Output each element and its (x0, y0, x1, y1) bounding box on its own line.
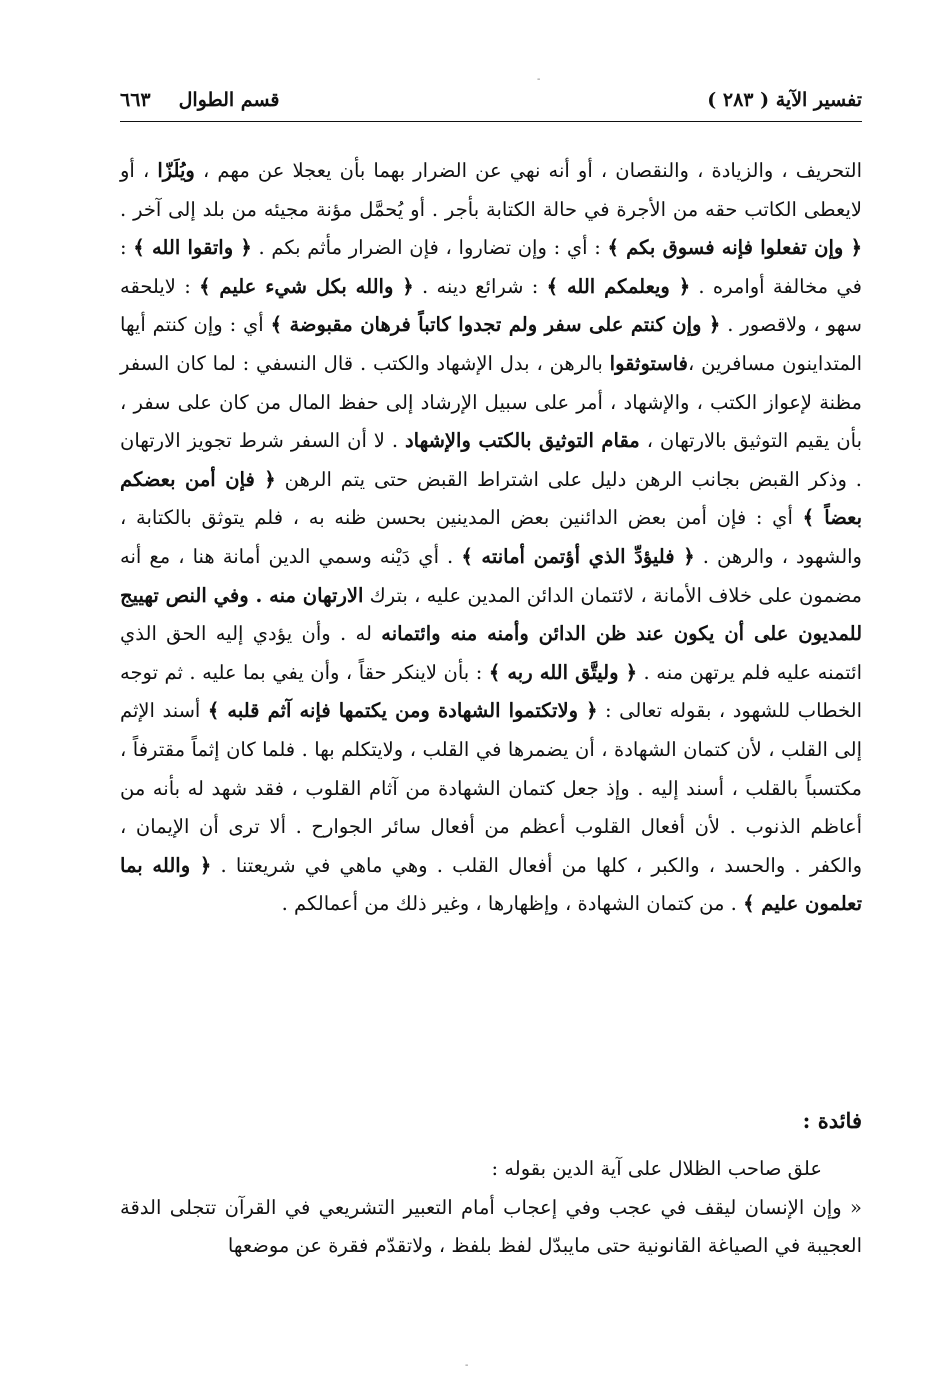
body-text (120, 152, 862, 924)
text-segment: له . وأن يؤدي إليه الحق الذي ائتمنه عليه فلم يرتهن منه . (120, 622, 863, 684)
bold-segment: ﴿ والله بكل شيء عليم ﴾ (199, 274, 414, 298)
text-segment: : في مخالفة أوامره . (120, 236, 862, 298)
section-heading: فائدة : (802, 1108, 862, 1133)
bold-segment: فاستوثقوا (609, 351, 688, 375)
text-segment: بالرهن ، بدل الإشهاد والكتب . قال النسفي : لما كان السفر مظنة لإعواز الكتب ، والإشهاد ، أمر على سبيل الإرشاد إلى حفظ المال من كان على سفر ، بأن يقيم التوثيق بالارتهان ، (120, 351, 863, 453)
header-left (120, 89, 279, 111)
bold-segment: ﴿ فإن أمن بعضكم بعضاً ﴾ (120, 467, 862, 530)
footer-paragraph-intro: علق صاحب الظلال على آية الدين بقوله : (491, 1157, 822, 1180)
text-segment: : أي : وإن تضاروا ، فإن الضرار مأثم بكم . (251, 236, 608, 260)
running-title: تفسير الآية ( ٢٨٣ ) (707, 89, 862, 111)
bold-segment: الارتهان منه . وفي النص تهييج للمديون على أن يكون عند ظن الدائن وأمنه منه وائتمانه (120, 583, 863, 646)
page-number: ٦٦٣ (120, 89, 151, 111)
text-segment: ، أو لايعطى الكاتب حقه من الأجرة في حالة الكتابة بأجر . أو يُحمَّل مؤنة مجيئه من بلد إلى آخر . (120, 159, 862, 221)
bold-segment: ﴿ فليؤدِّ الذي أؤتمن أمانته ﴾ (461, 544, 695, 568)
text-segment: . من كتمان الشهادة ، وإظهارها ، وغير ذلك من أعمالكم . (281, 892, 744, 916)
bold-segment: ﴿ ويعلمكم الله ﴾ (546, 274, 691, 298)
bold-segment: ﴿ وإن تفعلوا فإنه فسوق بكم ﴾ (607, 236, 862, 260)
section-title: قسم الطوال (178, 89, 280, 111)
footer-text (120, 1150, 862, 1266)
bold-segment: ويُلَزّا (157, 159, 195, 182)
text-segment: : بأن لاينكر حقاً ، وأن يفي بما عليه . ثم توجه الخطاب للشهود ، بقوله تعالى : (120, 660, 862, 723)
text-segment: . أي دَيْنه وسمي الدين أمانة هنا ، مع أنه مضمون على خلاف الأمانة ، لائتمان الدائن المدين عليه ، بترك (120, 544, 863, 607)
bold-segment: ﴿ ولاتكتموا الشهادة ومن يكتمها فإنه آثم قلبه ﴾ (207, 699, 598, 723)
text-segment: أي : وإن كنتم أيها المتداينون مسافرين ، (120, 313, 863, 375)
text-segment: . لا أن السفر شرط تجويز الارتهان . وذكر القبض بجانب الرهن دليل على اشتراط القبض حتى يتم الرهن (120, 429, 862, 491)
scan-mark-bottom: - (465, 1360, 469, 1371)
bold-segment: مقام التوثيق بالكتب والإشهاد (404, 429, 640, 453)
bold-segment: ﴿ وإن كنتم على سفر ولم تجدوا كاتباً فرهان مقبوضة ﴾ (270, 313, 721, 337)
text-segment: : لايلحقه سهو ، ولاقصور . (120, 274, 863, 337)
bold-segment: ﴿ والله بما تعلمون عليم ﴾ (120, 853, 862, 916)
text-segment: التحريف ، والزيادة ، والنقصان ، أو أنه نهي عن الضرار بهما بأن يعجلا عن مهم ، (194, 159, 862, 182)
scan-mark: - (537, 74, 541, 85)
text-segment: أي : فإن أمن بعض الدائنين بعض المدينين بحسن ظنه به ، فلم يتوثق بالكتابة ، والشهود ، والرهن . (120, 506, 862, 568)
bold-segment: ﴿ وليتَّق الله ربه ﴾ (488, 660, 638, 684)
footer-paragraph-quote: « وإن الإنسان ليقف في عجب وفي إعجاب أمام التعبير التشريعي في القرآن تتجلى الدقة العجيبة في الصياغة القانونية حتى مايبدّل لفظ بلفظ ، ولاتقدّم فقرة عن موضعها (120, 1195, 862, 1258)
bold-segment: ﴿ واتقوا الله ﴾ (133, 236, 252, 260)
book-page (120, 0, 862, 1379)
page-header (120, 85, 862, 122)
body-paragraph (120, 152, 862, 924)
text-segment: أسند الإثم إلى القلب ، لأن كتمان الشهادة ، أن يضمرها في القلب ، ولايتكلم بها . فلما كان إثماً مقترفاً ، مكتسباً بالقلب ، أسند إليه . وإذ جعل كتمان الشهادة من آثام القلوب ، فقد شهد له بأنه من أعاظم الذنوب . لأن أفعال القلوب أعظم من أفعال سائر الجوارح . ألا ترى أن الإيمان ، والكفر . والحسد ، والكبر ، كلها من أفعال القلب . وهي ماهي في شريعتنا . (120, 699, 862, 877)
text-segment: : شرائع دينه . (413, 274, 547, 298)
